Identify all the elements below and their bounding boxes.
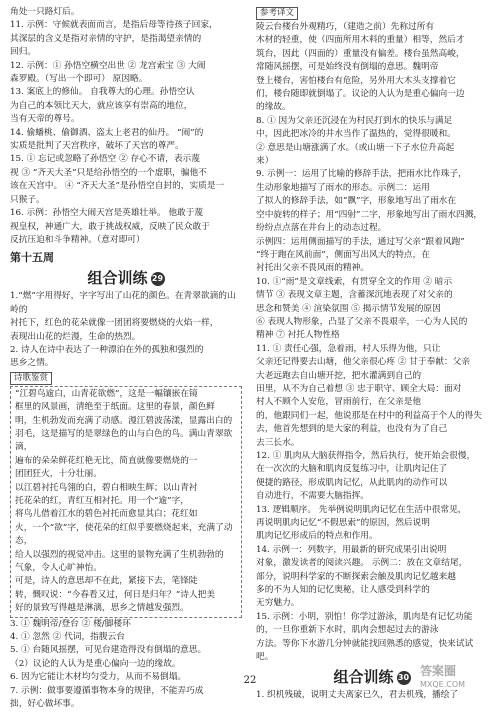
text-line: 托花朵的红，青红互相衬托。用一个“逾”字， — [15, 496, 189, 506]
text-line: 对象，激发读者的阅读兴趣。 示例二：放在文章结尾， — [256, 558, 468, 569]
text-line: 1.“燃”字用得好，字字写出了山花的颜色。在青翠欲滴的山岭的 — [10, 291, 236, 315]
combo-title: 组合训练 — [333, 667, 394, 686]
text-line: 自动进行，不需要大脑指挥。 — [256, 491, 369, 502]
text-line: 中，因此把冰冷的井水当作了温热的，觉得很暖和。 — [256, 129, 456, 140]
text-line: 该在天宫中。 ④ “齐天大圣”是孙悟空自封的，实质是一 — [10, 181, 225, 192]
text-line: 12. ① 肌肉从大脑获得指令，然后执行，使开始会很慢， — [256, 451, 476, 461]
section-tag: 诗歌鉴赏 — [10, 372, 52, 385]
text-line: 方法。等你下水游几分钟就能找回熟悉的感觉，快来试试吧。 — [256, 638, 474, 663]
text-line: 空中旋转的样子；用“四射”二字，形象地写出了雨水四溅， — [256, 209, 483, 220]
combo-number-badge: 30 — [397, 671, 411, 685]
text-line: 拙，好心做坏事。 — [10, 699, 80, 710]
text-line: 情节 ③ 表现文章主题，含蓄深沉地表现了对父亲的 — [256, 290, 453, 301]
text-line: 转，慨叹说：“今春看又过，何日是归年？”诗人把美 — [15, 589, 216, 600]
text-line: 登上楼台，害怕楼台有危险，另外用大木头支撑着它 — [256, 75, 456, 86]
watermark-url: MXQE.COM — [420, 680, 466, 689]
text-line: 遍布的朵朵鲜花红艳无比，简直就像要燃烧的一 — [15, 455, 198, 466]
text-line: 衬托出父亲不畏风雨的精神。 — [256, 263, 369, 274]
text-line: “终于跑在风前面”，侧面写出风大的特点，在 — [256, 249, 430, 260]
text-line: 团团狂火，十分壮丽。 — [15, 469, 102, 480]
text-line: （2）议论的人认为是重心偏向一边的缘故。 — [10, 658, 181, 669]
text-line: 15. ① 忘记或忽略了孙悟空 ② 存心不请，表示蔑 — [10, 154, 200, 165]
text-line: 去，他首先想到的是大家的利益，也没有为了自己 — [256, 424, 448, 435]
text-line: 为自己的本领比天大，就应该享有崇高的地位， — [10, 100, 193, 111]
reference-translation-tag: 参考译文 — [256, 7, 298, 20]
text-line: 来） — [256, 156, 274, 167]
text-line: 示例四：运用侧面描写的手法，通过写父亲“跟着风跑” — [256, 236, 465, 247]
text-line: 14. 偷蟠桃、偷御酒、盗太上老君的仙丹。 “闹”的 — [10, 127, 204, 138]
text-line: 3. ① 魏明帝/登台 ② 楼/脚楼环 — [10, 618, 131, 629]
text-line: 13. 案底上的修仙。 自我尊大的心理。孙悟空认 — [10, 87, 195, 98]
text-line: 们，楼台随即就倒塌了。议论的人认为是重心偏向一边 — [256, 89, 465, 100]
text-line: 回归。 — [10, 47, 37, 58]
text-line: 以江碧衬托鸟翎的白，碧白相映生辉；以山青衬 — [15, 482, 198, 493]
combo-heading — [10, 267, 242, 289]
combo-number-badge: 29 — [151, 272, 165, 286]
watermark-main: 答案圈 — [420, 664, 457, 678]
text-line: 其深层的含义是指对亲情的守护，是指渴望亲情的 — [10, 33, 202, 44]
text-line: ② 意思是山塘涨满了水。（或山塘一下子水位升高起 — [256, 142, 455, 153]
text-line: 森罗殿。（写出一个即可） 原因略。 — [10, 74, 148, 85]
text-line: 精神 ⑦ 衬托人物性格 — [256, 330, 340, 341]
text-line: 14. 示例一：列数字，用最新的研究成果引出说明 — [256, 544, 447, 555]
text-line: 火，一个“欲”字，使花朵的红似乎要燃烧起来，充满了动态， — [15, 522, 233, 547]
text-line: 村人不顾个人安危，冒雨前行，在父亲是他 — [256, 397, 422, 408]
text-line: 2. 诗人在诗中表达了一种漂泊在外的孤独和强烈的 — [10, 344, 204, 355]
text-line: 视皇权，神通广大，敢于挑战权威，反映了民众敢于 — [10, 221, 210, 232]
text-line: 15. 示例：小明，别怕！你学过游泳，肌肉是有记忆功能 — [256, 611, 473, 622]
text-line: 便捷的路径，形成肌肉记忆，从此肌肉的动作可以 — [256, 477, 448, 488]
text-line: 的缘故。 — [256, 102, 291, 113]
text-line: 角处一只路灯后。 — [10, 7, 80, 17]
text-line: 陵云台楼台外观精巧，（建造之前）先称过所有 — [256, 22, 435, 32]
answer-lines — [10, 6, 242, 247]
text-line: 11. 示例：守候就表面而言，是指后母等待孩子回家， — [10, 20, 218, 31]
watermark-logo — [420, 665, 498, 691]
page-number: 22 — [243, 675, 257, 686]
text-line: ⑥ 表现人物形象，凸显了父亲不畏艰辛，一心为人民的 — [256, 316, 468, 327]
text-line: 大老远跑去自山塘开挖，把水灌满到自己的 — [256, 370, 422, 381]
text-line: 6. 因为它能让木材均匀受力，从而不易倒塌。 — [10, 672, 187, 683]
text-line: 肌肉记忆形成后的特点和作用。 — [256, 531, 378, 542]
combo-title: 组合训练 — [87, 269, 148, 288]
text-line: 羽毛，这是描写的是翠绿色的山与白色的鸟。满山青翠欲滴， — [15, 428, 233, 453]
text-line: 16. 示例：孙悟空大闹天宫是英雄壮举。 他敢于蔑 — [10, 208, 204, 219]
text-line: 好的景致写得越是淋漓，思乡之情越发强烈。 — [15, 603, 189, 614]
text-line: 去三长水。 — [256, 437, 300, 448]
text-line: 筑台，因此（四面的）重量没有偏差。楼台虽然高峻， — [256, 48, 465, 59]
text-line: 10. ①“雨”是文章线索，有贯穿全文的作用 ② 暗示 — [256, 276, 453, 287]
poem-analysis-box — [10, 386, 242, 618]
text-line: 气象，令人心旷神怡。 — [15, 563, 102, 574]
text-line: 无穷魅力。 — [256, 598, 300, 609]
text-line: 了拟人的修辞手法，如“飘”字，形象地写出了雨水在 — [256, 196, 457, 207]
text-line: 田里，从不为自己着想 ③ 忠于职守、顾全大局：面对 — [256, 383, 462, 394]
text-line: 思念和赞美 ④ 渲染氛围 ⑤ 揭示情节发展的原因 — [256, 303, 441, 314]
week-heading: 第十五周 — [10, 251, 54, 265]
text-line: 只猴子。 — [10, 194, 45, 205]
text-line: 生动形象地描写了雨水的形态。示例二：运用 — [256, 182, 430, 193]
right-column — [256, 6, 488, 702]
text-line: 当有天帝的尊号。 — [10, 114, 80, 125]
text-line: 再说明肌肉记忆“不假思索”的原因，然后说明 — [256, 518, 430, 529]
text-line: 多的不为人知的记忆奥秘，让人感受到科学的 — [256, 585, 430, 596]
text-line: 实质是批判了天宫秩序，破坏了天宫的尊严。 — [10, 141, 184, 152]
answer-lines — [256, 115, 488, 665]
text-line: 衬托下，红色的花朵就像一团团将要燃烧的火焰一样， — [10, 318, 219, 329]
text-line: 将鸟儿借着江水的碧色衬托而愈显其白；花红如 — [15, 509, 198, 520]
text-line: 反抗压迫和斗争精神。（意对即可） — [10, 234, 145, 245]
answer-line: 1. 织机残破，说明丈夫离家已久，君去机残，播绘了 — [256, 689, 459, 700]
text-line: 的，他跟同们一起，他说那是在村中的利益高于个人的得失 — [256, 410, 482, 421]
text-line: 表现出山花的烂漫，生命的热烈。 — [10, 331, 141, 342]
text-line: 父亲还记得要去山塘，他父亲很心疼 ② 甘于奉献：父亲 — [256, 357, 471, 368]
text-line: 框里的风景画，清绝至于纸面。这里的春景，颜色鲜 — [15, 402, 215, 413]
text-line: 在一次次的大脑和肌肉反复练习中，让肌肉记住了 — [256, 464, 448, 475]
text-line: “江碧鸟逾白，山青花欲燃”，这是一幅镶嵌在镜 — [15, 388, 198, 399]
text-line: 11. ① 责任心强，急着雨，村人乐得为他，只让 — [256, 343, 441, 354]
text-line: 5. ① 台随风摇摆，可见台建造得没有倒塌的意思。 — [10, 645, 207, 656]
text-line: 纷纷点点落在井台上的动态过程。 — [256, 223, 387, 234]
text-line: 常随风摇摆，可是始终没有倒塌的意思。魏明帝 — [256, 62, 439, 73]
text-line: 思乡之情。 — [10, 358, 54, 369]
text-line: 给人以强烈的视觉冲击。这里的景物充满了生机勃勃的 — [15, 549, 224, 560]
text-line: 9. 示例一：运用了比喻的修辞手法，把雨水比作珠子， — [256, 169, 467, 180]
text-line: 7. 示例：做事要遵循事物本身的规律，不能弄巧成 — [10, 685, 204, 696]
text-line: 13. 逻辑顺序。 先举例说明肌肉记忆在生活中很常见， — [256, 504, 467, 515]
text-line: 部分，说明科学家的不断探索会触及肌肉记忆越来越 — [256, 571, 456, 582]
reference-translation — [256, 21, 488, 115]
text-line: 4. ① 忽然 ② 代词，指腹云台 — [10, 632, 125, 643]
answer-lines-tail — [10, 618, 242, 712]
question-block — [10, 290, 242, 370]
text-line: 视 ③ “齐天大圣”只是给孙悟空的一个虚职，骗他不 — [10, 167, 207, 178]
text-line: 8. ① 因为父亲还沉浸在为村民打到水的快乐与满足 — [256, 115, 453, 126]
text-line: 明，生机勃发而充满了动感。漫江碧波荡漾，显露出白的 — [15, 415, 233, 426]
text-line: 的，一旦你重新下水时，肌肉会想起过去的游泳 — [256, 625, 439, 636]
text-line: 可是，诗人的意思却不在此，紧接下去，笔锋陡 — [15, 576, 198, 587]
text-line: 木材的轻重，使（四面所用木料的重量）相等，然后才 — [256, 35, 465, 46]
text-line: 12. 示例：① 孙悟空横空出世 ② 龙宫索宝 ③ 大闹 — [10, 60, 206, 71]
left-column — [10, 6, 242, 712]
